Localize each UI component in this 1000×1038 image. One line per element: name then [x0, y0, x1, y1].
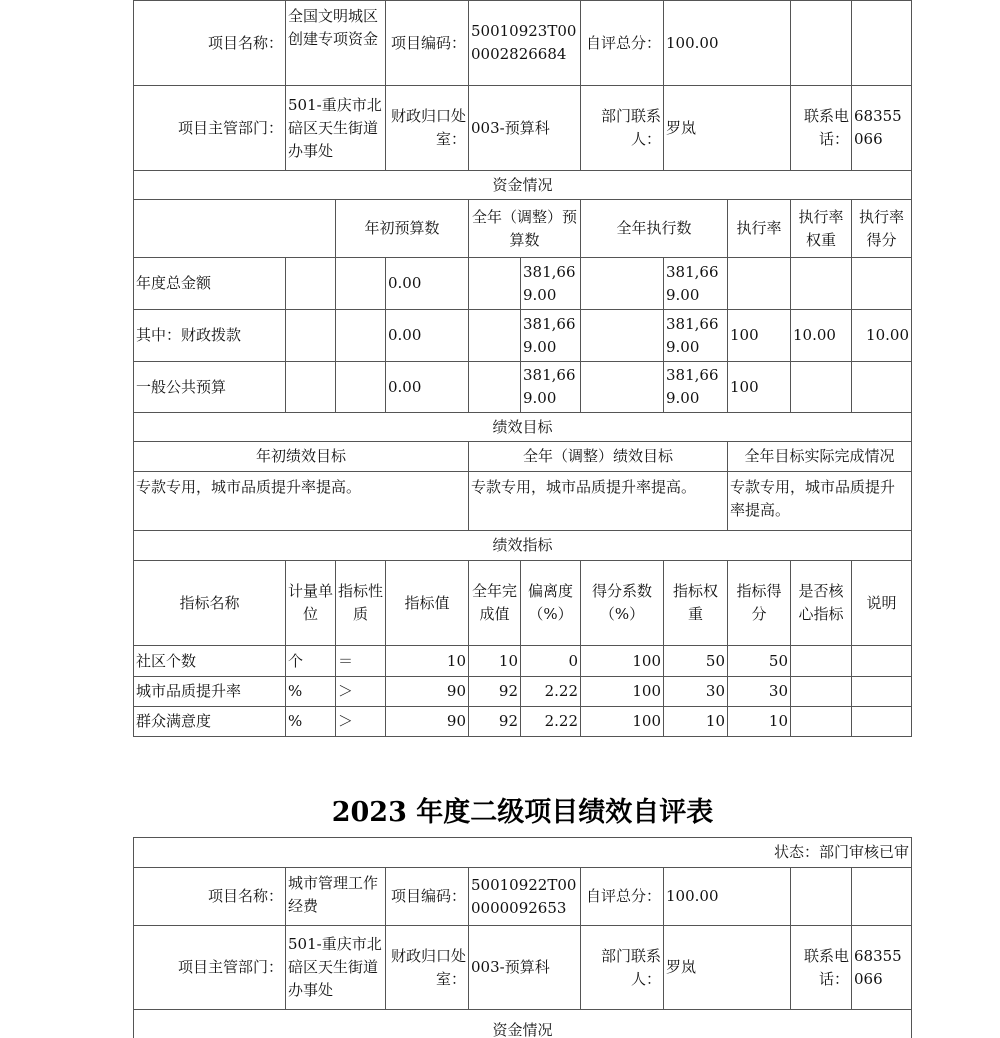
indicator-cell-text: 10: [705, 712, 725, 730]
indicator-cell: [520, 645, 581, 677]
indicator-cell: [520, 706, 581, 737]
contact-value: [663, 925, 791, 1010]
indicator-cell: [580, 645, 664, 677]
indicator-header: [285, 560, 336, 646]
finance-label: [385, 85, 469, 171]
indicator-cell-text: 2.22: [544, 682, 578, 700]
project-code-label: [385, 867, 469, 926]
funds-header: [790, 199, 852, 258]
empty-cell: [335, 257, 386, 310]
funds-header: [468, 199, 581, 258]
indicator-cell-text: %: [288, 712, 303, 730]
executed-amount: [663, 309, 728, 362]
funds-row-label-text: 一般公共预算: [136, 377, 227, 396]
project-name-label: [133, 867, 286, 926]
initial-budget: [385, 361, 469, 413]
finance-value: [468, 925, 581, 1010]
funds-header: [335, 199, 469, 258]
contact-value: [663, 85, 791, 171]
phone-label-text: 联系电话：: [803, 107, 849, 148]
indicator-cell: [335, 676, 386, 707]
empty-cell: [468, 309, 521, 362]
initial-budget: [385, 309, 469, 362]
goal-header-text: 年初绩效目标: [255, 447, 346, 465]
indicators-section-title-text: 绩效指标: [492, 536, 553, 554]
empty-cell: [580, 257, 664, 310]
indicators-section-title: [133, 530, 912, 561]
empty-cell: [468, 361, 521, 413]
indicator-header-text: 指标名称: [179, 593, 240, 612]
indicator-header: [520, 560, 581, 646]
goal-text-text: 专款专用，城市品质提升率提高。: [471, 478, 697, 496]
indicator-cell: [727, 645, 791, 677]
indicator-header-text: 指标权重: [672, 582, 718, 623]
phone-value: [851, 85, 912, 171]
indicator-cell: [285, 645, 336, 677]
execution-rate: [727, 361, 791, 413]
project-name-label-text: 项目名称：: [207, 33, 283, 52]
indicator-cell-text: 100: [632, 651, 661, 670]
adjusted-budget: [520, 309, 581, 362]
status-text-text: 状态：部门审核已审: [773, 843, 909, 861]
funds-section-title-text: 资金情况: [492, 175, 553, 194]
indicator-cell: [468, 645, 521, 677]
indicator-cell: [285, 706, 336, 737]
dept-value-text: 501-重庆市北碚区天生街道办事处: [288, 95, 382, 160]
indicator-cell-text: 90: [446, 682, 466, 700]
initial-budget-text: 0.00: [388, 377, 422, 396]
rate-weight: [790, 257, 852, 310]
indicator-cell: [663, 645, 728, 677]
funds-row-label-text: 其中：财政拨款: [136, 326, 242, 344]
executed-amount-text: 381,669.00: [666, 262, 719, 304]
indicator-cell: [285, 676, 336, 707]
finance-label: [385, 925, 469, 1010]
indicator-header-text: 偏离度（%）: [527, 582, 573, 623]
empty-cell: [285, 257, 336, 310]
indicator-header-text: 说明: [866, 593, 897, 612]
goal-text-text: 专款专用，城市品质提升率提高。: [136, 478, 362, 496]
contact-label: [580, 925, 664, 1010]
contact-label-text: 部门联系人：: [600, 946, 661, 988]
goal-text: [133, 471, 469, 531]
indicator-cell-text: ＞: [338, 712, 354, 730]
goals-section-title: [133, 412, 912, 442]
project-name-value-text: 城市管理工作经费: [288, 874, 379, 915]
indicator-header: [727, 560, 791, 646]
indicator-cell-text: 2.22: [544, 712, 578, 730]
empty-cell: [468, 257, 521, 310]
indicator-cell: [468, 706, 521, 737]
funds-section-title-text: 资金情况: [492, 1020, 553, 1038]
project-name-value: [285, 0, 386, 86]
empty-cell: [851, 867, 912, 926]
indicator-cell-text: 个: [288, 651, 304, 670]
score-value-text: 100.00: [666, 33, 719, 52]
indicator-cell: [580, 706, 664, 737]
indicator-cell-text: ＝: [338, 651, 354, 670]
indicator-header-text: 全年完成值: [471, 582, 517, 623]
initial-budget-text: 0.00: [388, 274, 422, 292]
indicator-cell-text: 92: [498, 712, 518, 730]
indicator-cell-text: 100: [632, 712, 661, 730]
indicator-cell-text: 0: [568, 651, 578, 670]
empty-cell: [790, 0, 852, 86]
empty-cell: [335, 361, 386, 413]
indicator-cell: [468, 676, 521, 707]
adjusted-budget: [520, 257, 581, 310]
goal-text: [727, 471, 912, 531]
indicator-header: [580, 560, 664, 646]
table-2-title: 2023 年度二级项目绩效自评表: [331, 797, 714, 828]
goal-header-text: 全年目标实际完成情况: [744, 447, 895, 465]
rate-score: [851, 361, 912, 413]
score-label: [580, 867, 664, 926]
indicator-cell: [727, 676, 791, 707]
score-value-text: 100.00: [666, 887, 719, 905]
goals-section-title-text: 绩效目标: [492, 417, 553, 436]
goal-header-text: 全年（调整）绩效目标: [522, 447, 673, 465]
indicator-header-text: 指标性质: [338, 582, 384, 623]
funds-header-text: 执行率: [736, 219, 782, 237]
dept-label: [133, 85, 286, 171]
dept-value-text: 501-重庆市北碚区天生街道办事处: [288, 935, 382, 999]
indicator-cell: [663, 706, 728, 737]
contact-value-text: 罗岚: [666, 958, 697, 976]
indicator-header-text: 得分系数（%）: [591, 582, 652, 623]
project-code-value-text: 50010923T000002826684: [471, 22, 577, 63]
execution-rate-text: 100: [730, 377, 759, 396]
rate-weight-text: 10.00: [793, 326, 836, 344]
executed-amount-text: 381,669.00: [666, 314, 719, 356]
contact-value-text: 罗岚: [666, 118, 697, 137]
project-name-value: [285, 867, 386, 926]
phone-label: [790, 925, 852, 1010]
indicator-cell-text: 50: [768, 651, 788, 670]
project-code-label: [385, 0, 469, 86]
empty-cell: [133, 199, 336, 258]
indicator-cell-text: ＞: [338, 682, 354, 700]
empty-cell: [851, 0, 912, 86]
funds-header: [851, 199, 912, 258]
funds-row-label: [133, 309, 286, 362]
adjusted-budget-text: 381,669.00: [523, 314, 576, 356]
empty-cell: [335, 309, 386, 362]
indicator-cell: [335, 706, 386, 737]
indicator-header: [385, 560, 469, 646]
indicator-header: [790, 560, 852, 646]
indicator-cell: [385, 645, 469, 677]
execution-rate-text: 100: [730, 326, 759, 344]
phone-value: [851, 925, 912, 1010]
indicator-cell: [727, 706, 791, 737]
goal-header: [133, 441, 469, 472]
adjusted-budget: [520, 361, 581, 413]
executed-amount: [663, 361, 728, 413]
indicator-cell-text: 群众满意度: [136, 712, 212, 730]
indicator-cell-text: 100: [632, 682, 661, 700]
indicator-header-text: 是否核心指标: [798, 582, 844, 623]
goal-text-text: 专款专用，城市品质提升率提高。: [730, 478, 896, 519]
indicator-header: [851, 560, 912, 646]
project-code-label-text: 项目编码：: [390, 33, 466, 52]
contact-label: [580, 85, 664, 171]
indicator-cell: [133, 676, 286, 707]
finance-value-text: 003-预算科: [471, 958, 550, 976]
score-label-text: 自评总分：: [585, 887, 661, 905]
project-code-label-text: 项目编码：: [390, 887, 466, 905]
project-name-value-text: 全国文明城区创建专项资金: [288, 7, 379, 48]
rate-score: [851, 257, 912, 310]
finance-label-text: 财政归口处室：: [390, 107, 466, 148]
indicator-cell-text: 30: [705, 682, 725, 700]
dept-value: [285, 925, 386, 1010]
adjusted-budget-text: 381,669.00: [523, 262, 576, 304]
indicator-cell: [520, 676, 581, 707]
indicator-cell-text: 城市品质提升率: [136, 682, 242, 700]
finance-value-text: 003-预算科: [471, 118, 550, 137]
dept-label: [133, 925, 286, 1010]
indicator-cell-text: 10: [446, 651, 466, 670]
dept-value: [285, 85, 386, 171]
funds-header-text: 执行率权重: [798, 207, 844, 249]
project-code-value: [468, 0, 581, 86]
indicator-cell: [790, 676, 852, 707]
indicator-cell: [851, 706, 912, 737]
project-name-label: [133, 0, 286, 86]
indicator-cell: [790, 645, 852, 677]
finance-label-text: 财政归口处室：: [390, 946, 466, 988]
score-value: [663, 0, 791, 86]
executed-amount-text: 381,669.00: [666, 366, 719, 407]
finance-value: [468, 85, 581, 171]
indicator-cell: [133, 706, 286, 737]
empty-cell: [790, 867, 852, 926]
funds-header-text: 执行率得分: [858, 207, 904, 249]
project-code-value-text: 50010922T000000092653: [471, 875, 577, 917]
indicator-header: [468, 560, 521, 646]
funds-row-label-text: 年度总金额: [136, 274, 212, 292]
empty-cell: [580, 361, 664, 413]
phone-label-text: 联系电话：: [803, 946, 849, 988]
indicator-cell-text: %: [288, 682, 303, 700]
rate-score: [851, 309, 912, 362]
funds-section-title: [133, 170, 912, 200]
score-label: [580, 0, 664, 86]
executed-amount: [663, 257, 728, 310]
goal-text: [468, 471, 728, 531]
contact-label-text: 部门联系人：: [600, 107, 661, 148]
phone-value-text: 68355066: [854, 107, 902, 148]
rate-weight: [790, 361, 852, 413]
phone-label: [790, 85, 852, 171]
phone-value-text: 68355066: [854, 946, 902, 988]
funds-section-title: [133, 1009, 912, 1038]
funds-header-text: 全年执行数: [616, 219, 692, 237]
dept-label-text: 项目主管部门：: [177, 118, 283, 137]
indicator-cell-text: 10: [768, 712, 788, 730]
funds-row-label: [133, 257, 286, 310]
indicator-cell: [790, 706, 852, 737]
empty-cell: [285, 309, 336, 362]
indicator-header-text: 指标得分: [736, 582, 782, 623]
indicator-header-text: 指标值: [404, 593, 450, 612]
rate-weight: [790, 309, 852, 362]
indicator-cell: [580, 676, 664, 707]
indicator-cell: [133, 645, 286, 677]
initial-budget-text: 0.00: [388, 326, 422, 344]
indicator-header: [663, 560, 728, 646]
execution-rate: [727, 257, 791, 310]
execution-rate: [727, 309, 791, 362]
indicator-cell-text: 92: [498, 682, 518, 700]
indicator-cell-text: 30: [768, 682, 788, 700]
funds-header-text: 全年（调整）预算数: [471, 207, 577, 249]
indicator-cell: [851, 645, 912, 677]
status-text: [133, 837, 912, 868]
adjusted-budget-text: 381,669.00: [523, 366, 576, 407]
indicator-cell-text: 10: [498, 651, 518, 670]
initial-budget: [385, 257, 469, 310]
rate-score-text: 10.00: [866, 326, 909, 344]
indicator-cell: [663, 676, 728, 707]
goal-header: [468, 441, 728, 472]
indicator-cell: [851, 676, 912, 707]
indicator-cell-text: 50: [705, 651, 725, 670]
goal-header: [727, 441, 912, 472]
project-name-label-text: 项目名称：: [207, 887, 283, 905]
indicator-cell: [385, 706, 469, 737]
indicator-header: [133, 560, 286, 646]
indicator-cell: [385, 676, 469, 707]
funds-header: [727, 199, 791, 258]
funds-header: [580, 199, 728, 258]
empty-cell: [285, 361, 336, 413]
empty-cell: [580, 309, 664, 362]
funds-header-text: 年初预算数: [364, 219, 440, 237]
score-value: [663, 867, 791, 926]
indicator-cell: [335, 645, 386, 677]
indicator-header-text: 计量单位: [288, 582, 334, 623]
indicator-cell-text: 社区个数: [136, 651, 197, 670]
funds-row-label: [133, 361, 286, 413]
indicator-cell-text: 90: [446, 712, 466, 730]
project-code-value: [468, 867, 581, 926]
score-label-text: 自评总分：: [585, 33, 661, 52]
indicator-header: [335, 560, 386, 646]
dept-label-text: 项目主管部门：: [177, 958, 283, 976]
